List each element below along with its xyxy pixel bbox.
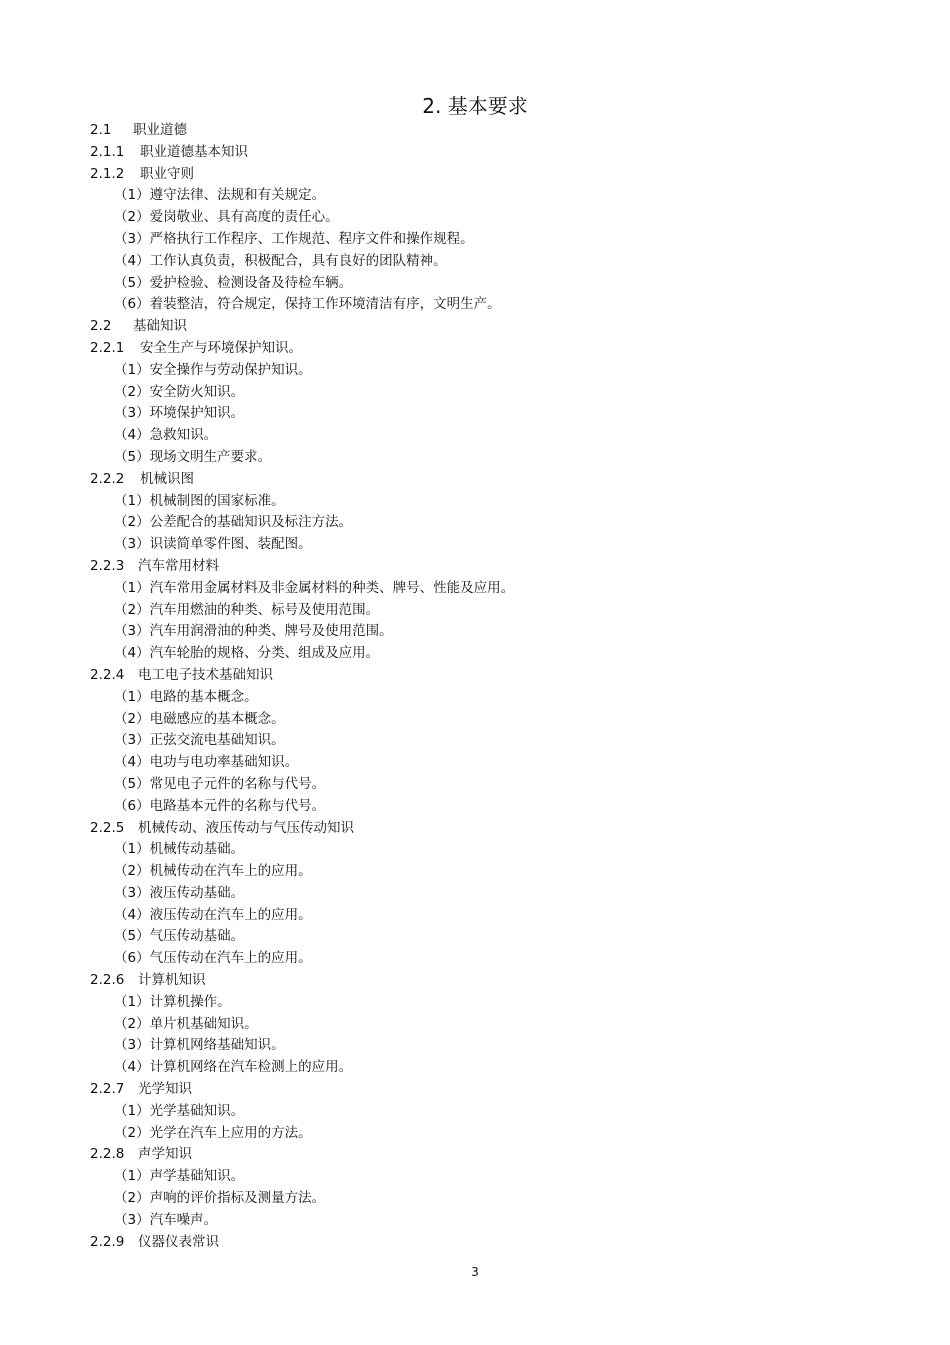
list-item xyxy=(90,992,890,1014)
list-item-text: （5）现场文明生产要求。 xyxy=(114,448,272,465)
list-item-text: （6）着装整洁，符合规定，保持工作环境清洁有序，文明生产。 xyxy=(114,296,501,313)
section-heading xyxy=(90,142,890,164)
list-item-text: （2）光学在汽车上应用的方法。 xyxy=(114,1124,312,1141)
list-item-text: （1）汽车常用金属材料及非金属材料的种类、牌号、性能及应用。 xyxy=(114,579,515,596)
list-item xyxy=(90,512,890,534)
list-item xyxy=(90,534,890,556)
list-item xyxy=(90,730,890,752)
list-item xyxy=(90,403,890,425)
list-item xyxy=(90,1188,890,1210)
list-item-text: （4）液压传动在汽车上的应用。 xyxy=(114,906,312,923)
section-number: 2.1 xyxy=(90,122,112,138)
section-title: 汽车常用材料 xyxy=(138,557,219,574)
list-item xyxy=(90,709,890,731)
list-item-text: （3）汽车噪声。 xyxy=(114,1211,218,1228)
list-item-text: （1）声学基础知识。 xyxy=(114,1168,245,1185)
list-item-text: （2）电磁感应的基本概念。 xyxy=(114,710,285,727)
section-number: 2.2.1 xyxy=(90,339,125,356)
section-number: 2.1.2 xyxy=(90,165,125,182)
list-item xyxy=(90,600,890,622)
list-item-text: （1）机械传动基础。 xyxy=(114,841,245,858)
list-item xyxy=(90,796,890,818)
section-heading xyxy=(90,1079,890,1101)
list-item-text: （3）识读简单零件图、装配图。 xyxy=(114,536,312,553)
list-item-text: （6）电路基本元件的名称与代号。 xyxy=(114,797,326,814)
list-item-text: （3）计算机网络基础知识。 xyxy=(114,1037,285,1054)
list-item-text: （5）气压传动基础。 xyxy=(114,928,245,945)
list-item xyxy=(90,491,890,513)
list-item-text: （4）工作认真负责，积极配合，具有良好的团队精神。 xyxy=(114,252,447,269)
list-item xyxy=(90,425,890,447)
list-item xyxy=(90,251,890,273)
list-item-text: （2）单片机基础知识。 xyxy=(114,1015,258,1032)
list-item-text: （1）机械制图的国家标准。 xyxy=(114,492,285,509)
list-item xyxy=(90,643,890,665)
list-item-text: （1）光学基础知识。 xyxy=(114,1102,245,1119)
document-body xyxy=(90,120,890,1253)
section-title: 机械识图 xyxy=(140,470,194,487)
list-item xyxy=(90,621,890,643)
list-item-text: （2）安全防火知识。 xyxy=(114,383,245,400)
section-number: 2.2.2 xyxy=(90,470,125,487)
section-heading xyxy=(90,338,890,360)
list-item-text: （2）机械传动在汽车上的应用。 xyxy=(114,863,312,880)
list-item xyxy=(90,752,890,774)
list-item xyxy=(90,1101,890,1123)
list-item xyxy=(90,948,890,970)
list-item xyxy=(90,905,890,927)
section-title: 机械传动、液压传动与气压传动知识 xyxy=(138,819,354,836)
section-title: 职业守则 xyxy=(140,165,194,182)
list-item xyxy=(90,578,890,600)
list-item-text: （1）安全操作与劳动保护知识。 xyxy=(114,361,312,378)
list-item-text: （4）计算机网络在汽车检测上的应用。 xyxy=(114,1059,353,1076)
list-item-text: （2）声响的评价指标及测量方法。 xyxy=(114,1190,326,1207)
section-heading xyxy=(90,1232,890,1254)
section-number: 2.2.4 xyxy=(90,666,125,683)
list-item xyxy=(90,273,890,295)
list-item xyxy=(90,1210,890,1232)
list-item xyxy=(90,839,890,861)
list-item-text: （2）汽车用燃油的种类、标号及使用范围。 xyxy=(114,601,380,618)
section-number: 2.2.9 xyxy=(90,1233,125,1250)
list-item xyxy=(90,861,890,883)
section-heading xyxy=(90,316,890,338)
section-heading xyxy=(90,164,890,186)
list-item xyxy=(90,687,890,709)
section-heading xyxy=(90,665,890,687)
list-item xyxy=(90,447,890,469)
section-title: 安全生产与环境保护知识。 xyxy=(140,339,302,356)
section-number: 2.2.5 xyxy=(90,819,125,836)
section-title: 基础知识 xyxy=(133,318,187,335)
list-item-text: （1）计算机操作。 xyxy=(114,993,231,1010)
list-item-text: （3）汽车用润滑油的种类、牌号及使用范围。 xyxy=(114,623,393,640)
list-item xyxy=(90,883,890,905)
section-title: 职业道德基本知识 xyxy=(140,143,248,160)
page-title: 2. 基本要求 xyxy=(422,94,528,118)
page-number: 3 xyxy=(471,1265,479,1279)
list-item-text: （6）气压传动在汽车上的应用。 xyxy=(114,950,312,967)
list-item-text: （1）电路的基本概念。 xyxy=(114,688,258,705)
list-item-text: （5）爱护检验、检测设备及待检车辆。 xyxy=(114,274,353,291)
list-item xyxy=(90,1057,890,1079)
section-title: 仪器仪表常识 xyxy=(138,1233,219,1250)
list-item-text: （4）电功与电功率基础知识。 xyxy=(114,754,299,771)
list-item-text: （3）正弦交流电基础知识。 xyxy=(114,732,285,749)
list-item-text: （5）常见电子元件的名称与代号。 xyxy=(114,775,326,792)
list-item xyxy=(90,1123,890,1145)
section-title: 计算机知识 xyxy=(138,972,206,989)
list-item-text: （2）公差配合的基础知识及标注方法。 xyxy=(114,514,353,531)
list-item xyxy=(90,229,890,251)
section-heading xyxy=(90,556,890,578)
list-item-text: （3）液压传动基础。 xyxy=(114,884,245,901)
list-item xyxy=(90,774,890,796)
section-title: 电工电子技术基础知识 xyxy=(138,666,273,683)
list-item xyxy=(90,185,890,207)
section-title: 光学知识 xyxy=(138,1081,192,1098)
section-number: 2.1.1 xyxy=(90,143,125,160)
section-heading xyxy=(90,818,890,840)
section-heading xyxy=(90,1144,890,1166)
list-item xyxy=(90,382,890,404)
list-item-text: （3）严格执行工作程序、工作规范、程序文件和操作规程。 xyxy=(114,230,474,247)
list-item-text: （3）环境保护知识。 xyxy=(114,405,245,422)
section-number: 2.2.3 xyxy=(90,557,125,574)
section-heading xyxy=(90,469,890,491)
section-number: 2.2 xyxy=(90,318,112,335)
section-heading xyxy=(90,970,890,992)
list-item-text: （4）急救知识。 xyxy=(114,427,218,444)
list-item xyxy=(90,294,890,316)
section-title: 职业道德 xyxy=(133,122,187,138)
list-item-text: （4）汽车轮胎的规格、分类、组成及应用。 xyxy=(114,645,380,662)
list-item-text: （2）爱岗敬业、具有高度的责任心。 xyxy=(114,209,339,226)
list-item xyxy=(90,207,890,229)
section-number: 2.2.8 xyxy=(90,1146,125,1163)
section-title: 声学知识 xyxy=(138,1146,192,1163)
list-item xyxy=(90,1014,890,1036)
list-item-text: （1）遵守法律、法规和有关规定。 xyxy=(114,187,326,204)
section-number: 2.2.6 xyxy=(90,972,125,989)
list-item xyxy=(90,1166,890,1188)
list-item xyxy=(90,360,890,382)
list-item xyxy=(90,926,890,948)
section-heading xyxy=(90,120,890,142)
list-item xyxy=(90,1035,890,1057)
section-number: 2.2.7 xyxy=(90,1081,125,1098)
